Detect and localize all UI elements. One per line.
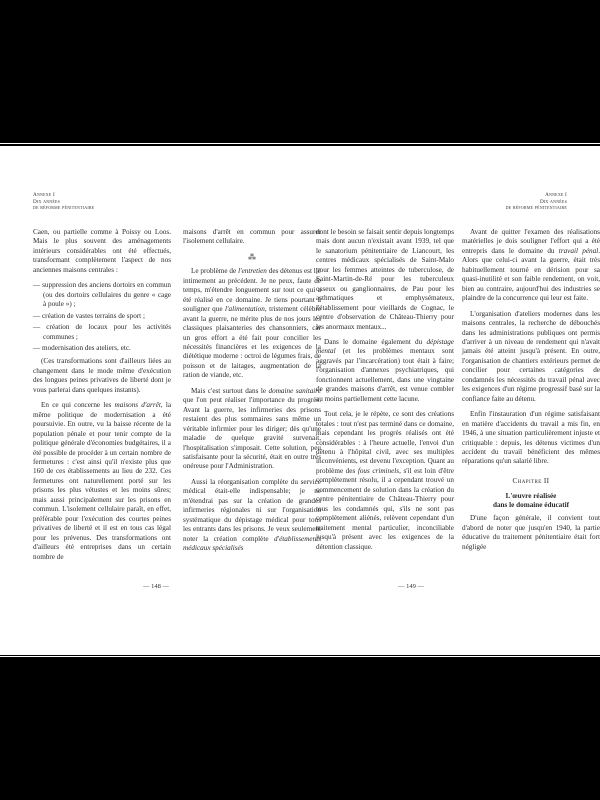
chapter-title-line: dans le domaine éducatif bbox=[492, 501, 570, 510]
paragraph bbox=[462, 228, 600, 304]
paragraph: dont le besoin se faisait sentir depuis longtemps mais dont aucun n'existait avant 1939, tel que le sanatorium pénitentiaire de Liancourt, les centres médicaux spécialisés de Saint-Malo pour les femmes atteintes de tuberculose, de Saint-Martin-de-Ré pour les tuberculeux osseux ou ganglionnaires, de Pau pour les asthmatiques et emphysémateux, l'établissement pour vieillards de Cognac, le centre d'observation de Château-Thierry pour les anormaux mentaux... bbox=[316, 228, 454, 331]
emphasis: dépistage mental bbox=[316, 337, 454, 356]
text: , la même politique de modernisation a été poursuivie. En outre, vu la baisse récente de la population pénale et pour tenir compte de la politique générale d'économies budgétaires, il a été possible de procéder à un certain nombre de fermetures : c'est ainsi qu'il n'existe plus que 160 de ces établissements au lieu de 232. Ces fermetures ont naturellement porté sur les prisons les plus vétustes et les moins sûres; mais aussi principalement sur les prisons en commun. L'isolement cellulaire paraît, en effet, préférable pour l'exécution des courtes peines privatives de liberté et il est en tous cas légal pour les prévenus. Des transformations ont d'ailleurs été entreprises dans un certain nombre de bbox=[33, 401, 172, 561]
text: (et les problèmes mentaux sont aggravés par l'incarcération) tout était à faire; l'organisation d'annexes psychiatriques, qui fonctionnent actuellement, dans une vingtaine de grandes maisons d'arrêt, est venue combler au moins partiellement cette lacune. bbox=[316, 347, 454, 403]
text: Dans le domaine également du bbox=[324, 337, 427, 346]
emphasis: maisons d'arrêt bbox=[114, 401, 161, 410]
running-head-left bbox=[33, 192, 94, 212]
text: Tout cela, je le répète, ce sont des créations totales : tout n'est pas terminé dans ce domaine, mais cependant les progrès réalisés ont été considérables : à l'heure actuelle, l'envoi d'un détenu à l'hôpital civil, avec ses multiples inconvénients, est devenu l'exception. Quant au problème des bbox=[316, 410, 454, 475]
emphasis: d'établissements médicaux spécialisés bbox=[183, 534, 321, 553]
left-page-column-1 bbox=[33, 228, 171, 568]
paragraph: Caen, ou partielle comme à Poissy ou Loos. Mais le plus souvent des aménagements intérieurs considérables ont été effectués, transformant complètement l'aspect de nos anciennes maisons centrales : bbox=[33, 228, 171, 274]
running-head-line: Annexe I bbox=[545, 192, 567, 198]
paragraph bbox=[183, 267, 321, 380]
paragraph: D'une façon générale, il convient tout d'abord de noter que jusqu'en 1940, la partie éducative du traitement pénitentiaire était fort négligée bbox=[462, 514, 600, 551]
scan-border-top bbox=[0, 143, 600, 144]
emphasis: travail pénal bbox=[558, 246, 599, 255]
text: , s'il est loin d'être complètement résolu, il a cependant trouvé un commencement de solution dans la création du centre pénitentiaire de Château-Thierry pour tous les condamnés qui, s'ils ne sont pas complètement aliénés, relèvent cependant d'un traitement mental particulier, inconciliable jusqu'à présent avec les exigences de la détention classique. bbox=[316, 466, 454, 551]
running-head-line: de réforme pénitentiaire bbox=[505, 205, 567, 212]
right-page-column-2 bbox=[462, 228, 600, 558]
emphasis: domaine sanitaire bbox=[268, 386, 322, 395]
right-page-column-1 bbox=[316, 228, 454, 558]
emphasis: l'entretien bbox=[238, 267, 267, 276]
text: des détenus est lié intimement au précédent. Je ne peux, faute de temps, m'étendre longuement sur tout ce qui a été réalisé en ce domaine. Je tiens pourtant à souligner que bbox=[183, 267, 321, 314]
chapter-heading: Chapitre II bbox=[512, 476, 550, 485]
running-head-line: Annexe I bbox=[33, 192, 55, 198]
emphasis: l'alimentation bbox=[224, 305, 265, 314]
text: En ce qui concerne les bbox=[41, 401, 115, 410]
paragraph bbox=[183, 478, 321, 554]
text: . Alors que celui-ci avant la guerre, était très habituellement tourné en dérision pour sa quasi-inutilité et son faible rendement, on voit, bien au contraire, aujourd'hui des industries se plaindre de la concurrence qui leur est faite. bbox=[462, 246, 600, 303]
paragraph: Enfin l'instauration d'un régime satisfaisant en matière d'accidents du travail a mis fin, en 1946, à une situation particulièrement injuste et critiquable : depuis, les détenus victimes d'un accident du travail bénéficient des mêmes réparations qu'un salarié libre. bbox=[462, 410, 600, 466]
text: que l'on peut réaliser l'importance du progrès. Avant la guerre, les infirmeries des prisons restaient des plus sommaires sans même un véritable infirmier pour les diriger; dès qu'une maladie de quelque gravité survenait, l'hospitalisation s'imposait. Cette solution, peu satisfaisante pour la sécurité, était en outre très onéreuse pour l'Administration. bbox=[183, 396, 321, 471]
text: Mais c'est surtout dans le bbox=[191, 386, 269, 395]
running-head-line: de réforme pénitentiaire bbox=[33, 205, 95, 212]
list-item: — modernisation des ateliers, etc. bbox=[33, 343, 131, 352]
text: Avant de quitter l'examen des réalisations matérielles je dois souligner l'effort qui a été entrepris dans le domaine du bbox=[462, 228, 600, 255]
list-item: — création de locaux pour les activités communes ; bbox=[33, 323, 171, 341]
paragraph: L'organisation d'ateliers modernes dans les maisons centrales, la recherche de débouchés dans les administrations publiques ont permis d'arriver à un niveau de rendement qui n'avait jamais été atteint jusqu'à présent. En outre, l'organisation de chantiers extérieurs permet de concilier pour certaines catégories de condamnés les nécessités du travail pénal avec les exigences d'un régime progressif basé sur la confiance faite au détenu. bbox=[462, 309, 600, 403]
asterism-ornament: ⁂ bbox=[248, 252, 256, 262]
paragraph bbox=[33, 401, 171, 562]
chapter-title-line: L'œuvre réalisée bbox=[505, 492, 557, 501]
list-item: — création de vastes terrains de sport ; bbox=[33, 311, 145, 320]
paragraph bbox=[316, 410, 454, 552]
text: Aussi la réorganisation complète du service médical était-elle indispensable; je ne m'étendrai pas sur la création de grandes infirmeries régionales ni sur l'organisation systématique du dépistage médical pour tous les entrants dans les prisons. Je veux seulement noter la création complète bbox=[183, 477, 321, 543]
page-number-right: — 149 — bbox=[398, 583, 424, 590]
paragraph bbox=[316, 338, 454, 404]
page-number-left: — 148 — bbox=[143, 583, 169, 590]
running-head-right bbox=[506, 192, 567, 212]
list-item: — suppression des anciens dortoirs en commun (ou des dortoirs cellulaires du genre « cage à poule ») ; bbox=[33, 281, 171, 309]
paragraph bbox=[183, 387, 321, 472]
paragraph: (Ces transformations sont d'ailleurs liées au changement dans le mode même d'exécution des longues peines privatives de liberté dont je vous parlerai dans quelques instants). bbox=[33, 357, 171, 394]
chapter-title bbox=[462, 492, 600, 510]
running-head-line: Dix années bbox=[33, 198, 61, 205]
text: , tristement célèbre avant la guerre, ne mérite plus de nos jours les classiques plaisanteries des chansonniers, car un gros effort a été fait pour concilier les nécessités financières et les exigences de la diététique moderne : octroi de légumes frais, de poisson et de laitages, augmentation de la ration de viande, etc. bbox=[183, 305, 321, 380]
paragraph: maisons d'arrêt en commun pour assurer l'isolement cellulaire. bbox=[183, 228, 321, 246]
scan-border-bottom bbox=[0, 656, 600, 657]
text: Le problème de bbox=[191, 267, 239, 276]
left-page-column-2 bbox=[183, 228, 321, 560]
book-spread bbox=[0, 146, 600, 655]
emphasis: fous criminels bbox=[357, 466, 400, 475]
bullet-list bbox=[33, 281, 171, 353]
running-head-line: Dix années bbox=[539, 198, 567, 205]
